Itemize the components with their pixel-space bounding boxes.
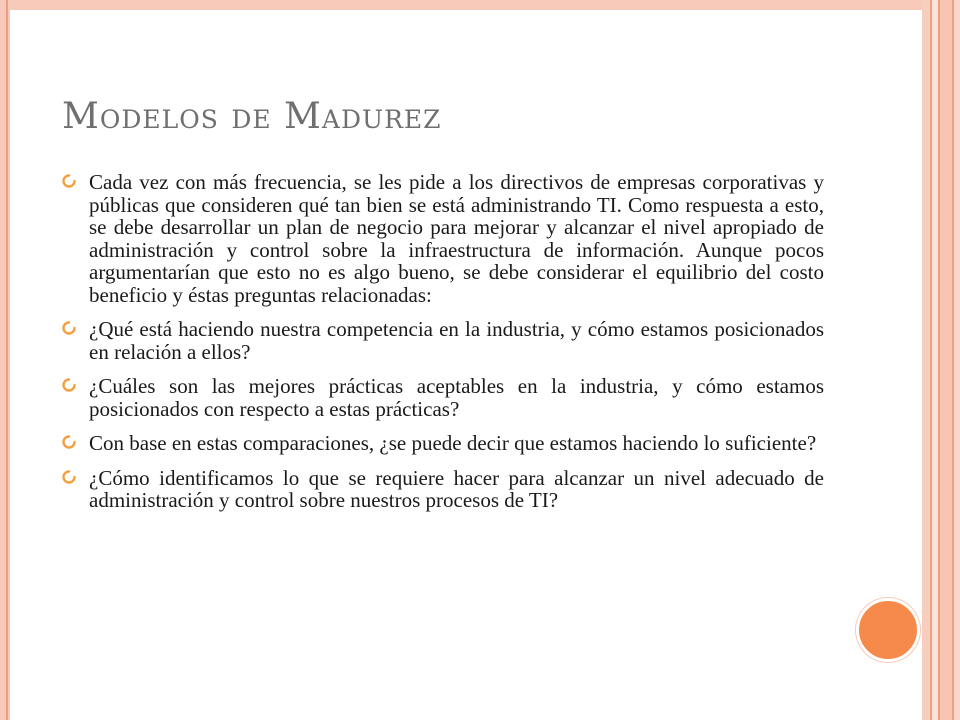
bullet-text: Cada vez con más frecuencia, se les pide a los directivos de empresas corporativas y públicas que consideren qué tan bien se está administrando TI. Como respuesta a esto, se debe desarrollar un plan de negocio para mejorar y alcanzar el nivel apropiado de administración y control sobre la infraestructura de información. Aunque pocos argumentarían que esto no es algo bueno, se debe considerar el equilibrio del costo beneficio y éstas preguntas relacionadas: (89, 170, 824, 307)
bullet-list (62, 171, 824, 524)
orange-dot (856, 598, 920, 662)
bullet-text: ¿Cómo identificamos lo que se requiere hacer para alcanzar un nivel adecuado de administración y control sobre nuestros procesos de TI? (89, 465, 824, 512)
open-circle-bullet-icon (62, 321, 76, 335)
open-circle-bullet-icon (62, 435, 76, 449)
bullet-item (62, 318, 824, 363)
bullet-text: ¿Qué está haciendo nuestra competencia en la industria, y cómo estamos posicionados en relación a ellos? (89, 317, 824, 364)
bullet-text: Con base en estas comparaciones, ¿se puede decir que estamos haciendo lo suficiente? (89, 431, 817, 455)
open-circle-bullet-icon (62, 470, 76, 484)
bullet-item (62, 467, 824, 512)
bullet-item (62, 432, 824, 455)
bullet-item (62, 171, 824, 306)
frame-stripe (922, 0, 930, 720)
frame-stripe (954, 0, 960, 720)
slide-title: Modelos de Madurez (62, 96, 442, 137)
open-circle-bullet-icon (62, 174, 76, 188)
frame-stripe (940, 0, 952, 720)
frame-line-left (6, 0, 8, 720)
bullet-text: ¿Cuáles son las mejores prácticas aceptables en la industria, y cómo estamos posicionados con respecto a estas prácticas? (89, 374, 824, 421)
open-circle-bullet-icon (62, 378, 76, 392)
bullet-item (62, 375, 824, 420)
